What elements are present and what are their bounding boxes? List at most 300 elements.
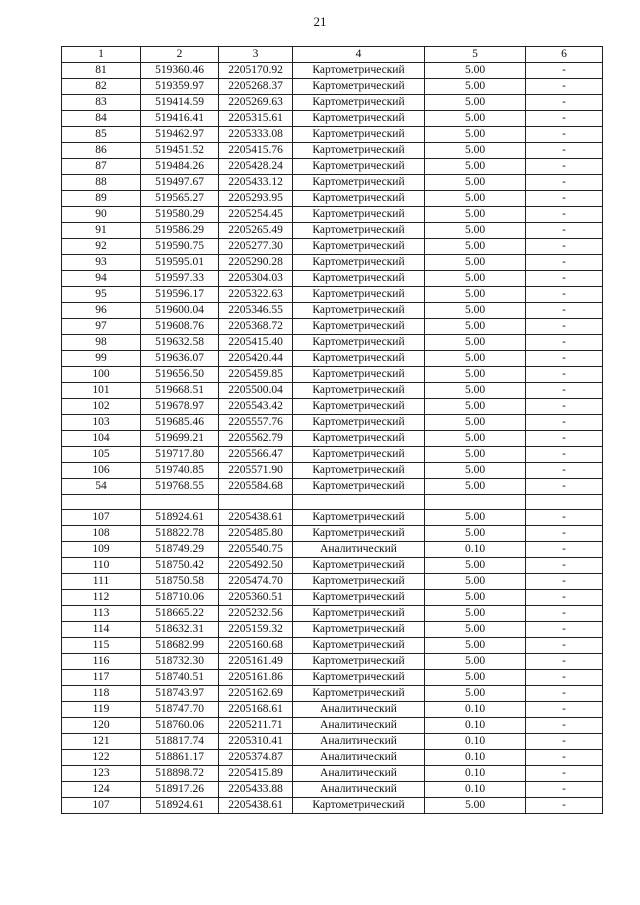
y-coordinate-cell: 2205485.80 — [219, 526, 293, 542]
y-coordinate-cell: 2205211.71 — [219, 718, 293, 734]
column-header: 2 — [141, 47, 219, 63]
x-coordinate-cell: 519414.59 — [141, 95, 219, 111]
method-cell: Картометрический — [293, 638, 425, 654]
table-row — [62, 79, 603, 95]
x-coordinate-cell: 519497.67 — [141, 175, 219, 191]
table-row — [62, 239, 603, 255]
note-cell: - — [526, 654, 603, 670]
method-cell: Картометрический — [293, 558, 425, 574]
x-coordinate-cell: 519699.21 — [141, 431, 219, 447]
table-row — [62, 654, 603, 670]
accuracy-cell: 5.00 — [425, 175, 526, 191]
method-cell: Картометрический — [293, 367, 425, 383]
note-cell: - — [526, 574, 603, 590]
x-coordinate-cell: 519656.50 — [141, 367, 219, 383]
table-row — [62, 750, 603, 766]
y-coordinate-cell: 2205433.12 — [219, 175, 293, 191]
note-cell: - — [526, 463, 603, 479]
y-coordinate-cell: 2205161.49 — [219, 654, 293, 670]
x-coordinate-cell: 518743.97 — [141, 686, 219, 702]
note-cell: - — [526, 319, 603, 335]
point-number-cell: 82 — [62, 79, 141, 95]
x-coordinate-cell: 519451.52 — [141, 143, 219, 159]
x-coordinate-cell: 519717.80 — [141, 447, 219, 463]
y-coordinate-cell: 2205500.04 — [219, 383, 293, 399]
table-row — [62, 447, 603, 463]
table-row — [62, 255, 603, 271]
table-row — [62, 319, 603, 335]
accuracy-cell: 0.10 — [425, 542, 526, 558]
table-header-row — [62, 47, 603, 63]
point-number-cell: 114 — [62, 622, 141, 638]
note-cell: - — [526, 558, 603, 574]
x-coordinate-cell: 519597.33 — [141, 271, 219, 287]
method-cell: Картометрический — [293, 383, 425, 399]
x-coordinate-cell: 518760.06 — [141, 718, 219, 734]
x-coordinate-cell: 518632.31 — [141, 622, 219, 638]
x-coordinate-cell: 518740.51 — [141, 670, 219, 686]
note-cell: - — [526, 287, 603, 303]
point-number-cell: 111 — [62, 574, 141, 590]
y-coordinate-cell: 2205566.47 — [219, 447, 293, 463]
table-row — [62, 63, 603, 79]
point-number-cell: 89 — [62, 191, 141, 207]
table-row — [62, 495, 603, 510]
point-number-cell — [62, 495, 141, 510]
table-row — [62, 159, 603, 175]
x-coordinate-cell: 518710.06 — [141, 590, 219, 606]
x-coordinate-cell: 518747.70 — [141, 702, 219, 718]
point-number-cell: 87 — [62, 159, 141, 175]
accuracy-cell: 5.00 — [425, 479, 526, 495]
note-cell: - — [526, 510, 603, 526]
table-row — [62, 303, 603, 319]
method-cell: Картометрический — [293, 207, 425, 223]
method-cell: Картометрический — [293, 255, 425, 271]
accuracy-cell: 5.00 — [425, 303, 526, 319]
y-coordinate-cell: 2205290.28 — [219, 255, 293, 271]
note-cell — [526, 495, 603, 510]
table-row — [62, 510, 603, 526]
x-coordinate-cell: 519462.97 — [141, 127, 219, 143]
note-cell: - — [526, 335, 603, 351]
y-coordinate-cell: 2205562.79 — [219, 431, 293, 447]
point-number-cell: 115 — [62, 638, 141, 654]
point-number-cell: 54 — [62, 479, 141, 495]
accuracy-cell: 0.10 — [425, 766, 526, 782]
method-cell: Картометрический — [293, 223, 425, 239]
accuracy-cell: 5.00 — [425, 447, 526, 463]
table-row — [62, 95, 603, 111]
table-row — [62, 399, 603, 415]
accuracy-cell: 5.00 — [425, 127, 526, 143]
table-row — [62, 383, 603, 399]
table-row — [62, 431, 603, 447]
coordinates-table — [61, 46, 603, 814]
accuracy-cell: 5.00 — [425, 510, 526, 526]
note-cell: - — [526, 686, 603, 702]
accuracy-cell: 5.00 — [425, 654, 526, 670]
y-coordinate-cell: 2205293.95 — [219, 191, 293, 207]
point-number-cell: 81 — [62, 63, 141, 79]
method-cell: Картометрический — [293, 351, 425, 367]
note-cell: - — [526, 303, 603, 319]
note-cell: - — [526, 255, 603, 271]
table-row — [62, 335, 603, 351]
y-coordinate-cell: 2205161.86 — [219, 670, 293, 686]
table-row — [62, 798, 603, 814]
note-cell: - — [526, 111, 603, 127]
accuracy-cell — [425, 495, 526, 510]
column-header: 5 — [425, 47, 526, 63]
y-coordinate-cell: 2205428.24 — [219, 159, 293, 175]
method-cell: Картометрический — [293, 79, 425, 95]
point-number-cell: 101 — [62, 383, 141, 399]
x-coordinate-cell: 519359.97 — [141, 79, 219, 95]
x-coordinate-cell: 518924.61 — [141, 798, 219, 814]
accuracy-cell: 5.00 — [425, 207, 526, 223]
x-coordinate-cell: 519595.01 — [141, 255, 219, 271]
point-number-cell: 95 — [62, 287, 141, 303]
point-number-cell: 92 — [62, 239, 141, 255]
x-coordinate-cell: 519586.29 — [141, 223, 219, 239]
method-cell: Аналитический — [293, 766, 425, 782]
table-row — [62, 766, 603, 782]
method-cell: Картометрический — [293, 574, 425, 590]
table-row — [62, 590, 603, 606]
method-cell: Картометрический — [293, 622, 425, 638]
accuracy-cell: 5.00 — [425, 63, 526, 79]
point-number-cell: 93 — [62, 255, 141, 271]
point-number-cell: 112 — [62, 590, 141, 606]
method-cell: Аналитический — [293, 542, 425, 558]
accuracy-cell: 5.00 — [425, 574, 526, 590]
note-cell: - — [526, 79, 603, 95]
table-row — [62, 127, 603, 143]
y-coordinate-cell: 2205168.61 — [219, 702, 293, 718]
point-number-cell: 122 — [62, 750, 141, 766]
x-coordinate-cell: 519600.04 — [141, 303, 219, 319]
note-cell: - — [526, 223, 603, 239]
point-number-cell: 103 — [62, 415, 141, 431]
method-cell: Картометрический — [293, 111, 425, 127]
column-header: 6 — [526, 47, 603, 63]
point-number-cell: 88 — [62, 175, 141, 191]
y-coordinate-cell: 2205310.41 — [219, 734, 293, 750]
method-cell: Картометрический — [293, 319, 425, 335]
accuracy-cell: 5.00 — [425, 271, 526, 287]
accuracy-cell: 5.00 — [425, 79, 526, 95]
method-cell: Картометрический — [293, 654, 425, 670]
accuracy-cell: 5.00 — [425, 399, 526, 415]
point-number-cell: 98 — [62, 335, 141, 351]
x-coordinate-cell: 519608.76 — [141, 319, 219, 335]
table-row — [62, 574, 603, 590]
note-cell: - — [526, 479, 603, 495]
y-coordinate-cell: 2205540.75 — [219, 542, 293, 558]
method-cell: Картометрический — [293, 335, 425, 351]
table-row — [62, 686, 603, 702]
method-cell: Картометрический — [293, 95, 425, 111]
y-coordinate-cell: 2205346.55 — [219, 303, 293, 319]
x-coordinate-cell: 518732.30 — [141, 654, 219, 670]
y-coordinate-cell: 2205269.63 — [219, 95, 293, 111]
table-row — [62, 191, 603, 207]
point-number-cell: 123 — [62, 766, 141, 782]
y-coordinate-cell: 2205459.85 — [219, 367, 293, 383]
note-cell: - — [526, 622, 603, 638]
method-cell: Аналитический — [293, 702, 425, 718]
table-row — [62, 702, 603, 718]
table-row — [62, 558, 603, 574]
y-coordinate-cell: 2205360.51 — [219, 590, 293, 606]
accuracy-cell: 5.00 — [425, 431, 526, 447]
method-cell: Картометрический — [293, 127, 425, 143]
method-cell: Картометрический — [293, 526, 425, 542]
accuracy-cell: 0.10 — [425, 782, 526, 798]
y-coordinate-cell: 2205415.76 — [219, 143, 293, 159]
note-cell: - — [526, 782, 603, 798]
method-cell: Картометрический — [293, 303, 425, 319]
accuracy-cell: 5.00 — [425, 335, 526, 351]
method-cell: Аналитический — [293, 718, 425, 734]
method-cell: Картометрический — [293, 447, 425, 463]
table-row — [62, 479, 603, 495]
accuracy-cell: 5.00 — [425, 255, 526, 271]
y-coordinate-cell: 2205304.03 — [219, 271, 293, 287]
y-coordinate-cell: 2205160.68 — [219, 638, 293, 654]
accuracy-cell: 5.00 — [425, 239, 526, 255]
point-number-cell: 96 — [62, 303, 141, 319]
table-row — [62, 638, 603, 654]
method-cell: Картометрический — [293, 798, 425, 814]
note-cell: - — [526, 638, 603, 654]
y-coordinate-cell: 2205474.70 — [219, 574, 293, 590]
note-cell: - — [526, 127, 603, 143]
table-row — [62, 782, 603, 798]
x-coordinate-cell: 519685.46 — [141, 415, 219, 431]
method-cell: Картометрический — [293, 415, 425, 431]
note-cell: - — [526, 702, 603, 718]
accuracy-cell: 5.00 — [425, 287, 526, 303]
method-cell: Картометрический — [293, 191, 425, 207]
y-coordinate-cell: 2205368.72 — [219, 319, 293, 335]
x-coordinate-cell: 519740.85 — [141, 463, 219, 479]
point-number-cell: 120 — [62, 718, 141, 734]
y-coordinate-cell: 2205265.49 — [219, 223, 293, 239]
note-cell: - — [526, 590, 603, 606]
x-coordinate-cell: 519565.27 — [141, 191, 219, 207]
y-coordinate-cell: 2205162.69 — [219, 686, 293, 702]
y-coordinate-cell: 2205492.50 — [219, 558, 293, 574]
method-cell: Картометрический — [293, 431, 425, 447]
table-row — [62, 207, 603, 223]
y-coordinate-cell: 2205557.76 — [219, 415, 293, 431]
point-number-cell: 94 — [62, 271, 141, 287]
accuracy-cell: 5.00 — [425, 526, 526, 542]
method-cell: Аналитический — [293, 734, 425, 750]
y-coordinate-cell: 2205322.63 — [219, 287, 293, 303]
point-number-cell: 84 — [62, 111, 141, 127]
x-coordinate-cell: 518924.61 — [141, 510, 219, 526]
method-cell: Аналитический — [293, 750, 425, 766]
note-cell: - — [526, 798, 603, 814]
x-coordinate-cell: 519484.26 — [141, 159, 219, 175]
point-number-cell: 97 — [62, 319, 141, 335]
accuracy-cell: 5.00 — [425, 95, 526, 111]
note-cell: - — [526, 399, 603, 415]
x-coordinate-cell: 519596.17 — [141, 287, 219, 303]
method-cell: Картометрический — [293, 590, 425, 606]
accuracy-cell: 5.00 — [425, 670, 526, 686]
point-number-cell: 119 — [62, 702, 141, 718]
accuracy-cell: 0.10 — [425, 718, 526, 734]
y-coordinate-cell: 2205415.89 — [219, 766, 293, 782]
note-cell: - — [526, 750, 603, 766]
accuracy-cell: 5.00 — [425, 159, 526, 175]
accuracy-cell: 5.00 — [425, 191, 526, 207]
method-cell: Картометрический — [293, 287, 425, 303]
note-cell: - — [526, 367, 603, 383]
point-number-cell: 118 — [62, 686, 141, 702]
accuracy-cell: 5.00 — [425, 351, 526, 367]
y-coordinate-cell: 2205415.40 — [219, 335, 293, 351]
point-number-cell: 109 — [62, 542, 141, 558]
method-cell: Картометрический — [293, 63, 425, 79]
point-number-cell: 83 — [62, 95, 141, 111]
x-coordinate-cell: 518750.58 — [141, 574, 219, 590]
point-number-cell: 105 — [62, 447, 141, 463]
table-row — [62, 622, 603, 638]
x-coordinate-cell: 518861.17 — [141, 750, 219, 766]
y-coordinate-cell: 2205584.68 — [219, 479, 293, 495]
accuracy-cell: 5.00 — [425, 622, 526, 638]
note-cell: - — [526, 143, 603, 159]
note-cell: - — [526, 271, 603, 287]
table-row — [62, 175, 603, 191]
y-coordinate-cell: 2205254.45 — [219, 207, 293, 223]
method-cell: Картометрический — [293, 510, 425, 526]
x-coordinate-cell: 518750.42 — [141, 558, 219, 574]
y-coordinate-cell: 2205315.61 — [219, 111, 293, 127]
table-row — [62, 271, 603, 287]
method-cell: Картометрический — [293, 606, 425, 622]
note-cell: - — [526, 415, 603, 431]
point-number-cell: 91 — [62, 223, 141, 239]
note-cell: - — [526, 718, 603, 734]
y-coordinate-cell: 2205159.32 — [219, 622, 293, 638]
x-coordinate-cell: 519636.07 — [141, 351, 219, 367]
accuracy-cell: 5.00 — [425, 383, 526, 399]
accuracy-cell: 0.10 — [425, 750, 526, 766]
x-coordinate-cell: 519590.75 — [141, 239, 219, 255]
x-coordinate-cell: 518898.72 — [141, 766, 219, 782]
accuracy-cell: 5.00 — [425, 111, 526, 127]
x-coordinate-cell: 519678.97 — [141, 399, 219, 415]
y-coordinate-cell: 2205333.08 — [219, 127, 293, 143]
page-number: 21 — [313, 14, 327, 29]
note-cell: - — [526, 239, 603, 255]
x-coordinate-cell: 519768.55 — [141, 479, 219, 495]
note-cell: - — [526, 734, 603, 750]
column-header: 1 — [62, 47, 141, 63]
x-coordinate-cell: 519360.46 — [141, 63, 219, 79]
x-coordinate-cell — [141, 495, 219, 510]
note-cell: - — [526, 63, 603, 79]
point-number-cell: 107 — [62, 798, 141, 814]
method-cell: Картометрический — [293, 159, 425, 175]
y-coordinate-cell: 2205374.87 — [219, 750, 293, 766]
table-row — [62, 111, 603, 127]
x-coordinate-cell: 519668.51 — [141, 383, 219, 399]
table-row — [62, 143, 603, 159]
method-cell: Аналитический — [293, 782, 425, 798]
note-cell: - — [526, 606, 603, 622]
accuracy-cell: 0.10 — [425, 702, 526, 718]
method-cell: Картометрический — [293, 670, 425, 686]
x-coordinate-cell: 518822.78 — [141, 526, 219, 542]
y-coordinate-cell: 2205170.92 — [219, 63, 293, 79]
y-coordinate-cell: 2205438.61 — [219, 510, 293, 526]
method-cell — [293, 495, 425, 510]
note-cell: - — [526, 175, 603, 191]
point-number-cell: 85 — [62, 127, 141, 143]
point-number-cell: 100 — [62, 367, 141, 383]
point-number-cell: 113 — [62, 606, 141, 622]
note-cell: - — [526, 95, 603, 111]
table-row — [62, 734, 603, 750]
y-coordinate-cell — [219, 495, 293, 510]
point-number-cell: 104 — [62, 431, 141, 447]
point-number-cell: 110 — [62, 558, 141, 574]
accuracy-cell: 5.00 — [425, 143, 526, 159]
point-number-cell: 99 — [62, 351, 141, 367]
x-coordinate-cell: 518665.22 — [141, 606, 219, 622]
accuracy-cell: 5.00 — [425, 415, 526, 431]
y-coordinate-cell: 2205438.61 — [219, 798, 293, 814]
note-cell: - — [526, 383, 603, 399]
note-cell: - — [526, 447, 603, 463]
note-cell: - — [526, 766, 603, 782]
accuracy-cell: 5.00 — [425, 798, 526, 814]
note-cell: - — [526, 191, 603, 207]
x-coordinate-cell: 519632.58 — [141, 335, 219, 351]
point-number-cell: 117 — [62, 670, 141, 686]
x-coordinate-cell: 519416.41 — [141, 111, 219, 127]
table-row — [62, 526, 603, 542]
method-cell: Картометрический — [293, 239, 425, 255]
accuracy-cell: 5.00 — [425, 367, 526, 383]
table-row — [62, 542, 603, 558]
note-cell: - — [526, 670, 603, 686]
method-cell: Картометрический — [293, 175, 425, 191]
y-coordinate-cell: 2205268.37 — [219, 79, 293, 95]
note-cell: - — [526, 159, 603, 175]
table-row — [62, 287, 603, 303]
note-cell: - — [526, 542, 603, 558]
accuracy-cell: 5.00 — [425, 638, 526, 654]
table-row — [62, 606, 603, 622]
x-coordinate-cell: 518917.26 — [141, 782, 219, 798]
y-coordinate-cell: 2205571.90 — [219, 463, 293, 479]
accuracy-cell: 0.10 — [425, 734, 526, 750]
accuracy-cell: 5.00 — [425, 606, 526, 622]
x-coordinate-cell: 518817.74 — [141, 734, 219, 750]
y-coordinate-cell: 2205232.56 — [219, 606, 293, 622]
table-row — [62, 351, 603, 367]
column-header: 3 — [219, 47, 293, 63]
x-coordinate-cell: 518682.99 — [141, 638, 219, 654]
